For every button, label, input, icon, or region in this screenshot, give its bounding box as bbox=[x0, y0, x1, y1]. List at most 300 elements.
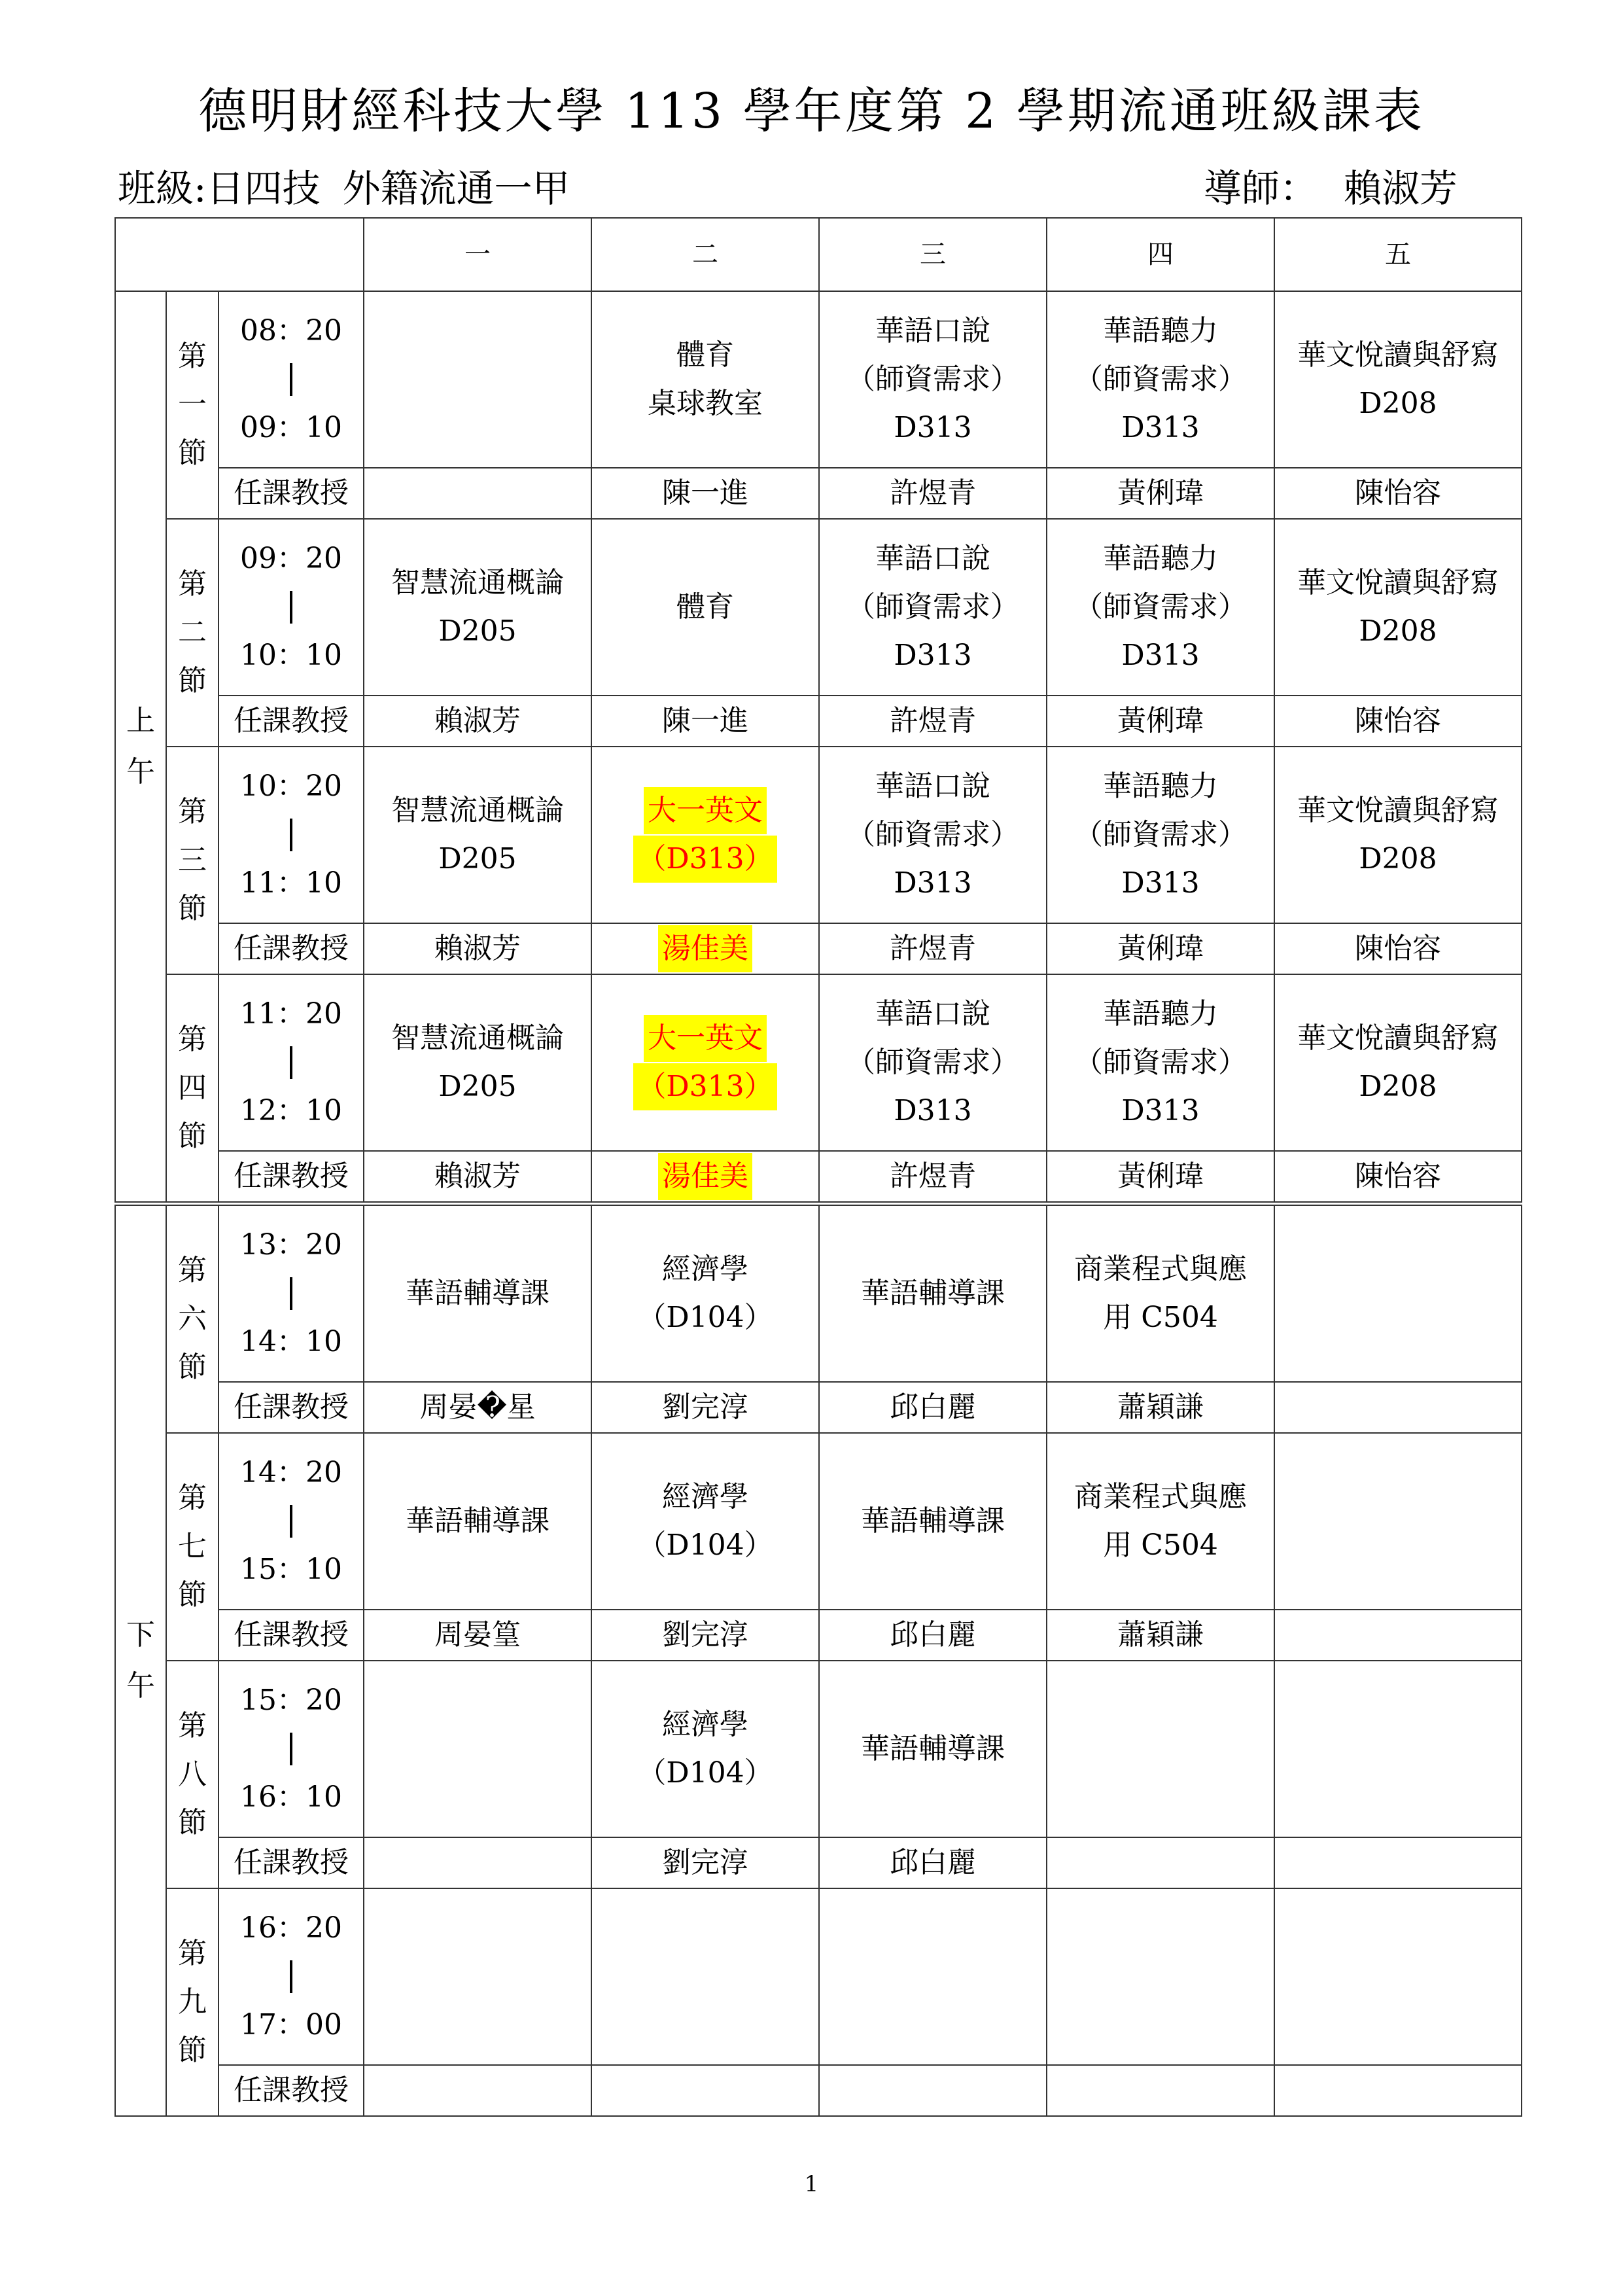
course-cell bbox=[1274, 747, 1522, 923]
course-line bbox=[1047, 535, 1274, 583]
course-text: 華文悅讀與舒寫 bbox=[1297, 794, 1499, 827]
teacher-row bbox=[115, 1837, 1522, 1888]
course-text: 商業程式與應 bbox=[1074, 1480, 1248, 1513]
teacher-cell bbox=[1047, 923, 1274, 974]
period-char: 三 bbox=[178, 843, 207, 877]
course-line bbox=[364, 1497, 591, 1545]
course-line bbox=[1047, 355, 1274, 404]
teacher-cell bbox=[364, 2065, 591, 2116]
period-char: 一 bbox=[178, 388, 207, 421]
teacher-name: 許煜青 bbox=[890, 1159, 977, 1193]
course-cell bbox=[819, 1204, 1047, 1383]
course-line bbox=[1047, 1245, 1274, 1294]
course-line bbox=[1047, 859, 1274, 908]
period-char: 第 bbox=[178, 1023, 207, 1056]
teacher-name: 周晏篁 bbox=[434, 1618, 521, 1651]
course-line bbox=[592, 786, 818, 835]
period-char: 節 bbox=[178, 436, 207, 470]
afternoon-label bbox=[115, 1204, 166, 2117]
course-text: 華語聽力 bbox=[1103, 997, 1219, 1031]
period-name bbox=[166, 291, 218, 519]
teacher-label: 任課教授 bbox=[218, 1151, 364, 1204]
course-line bbox=[1047, 990, 1274, 1038]
page-title: 德明財經科技大學 113 學年度第 2 學期流通班級課表 bbox=[198, 83, 1425, 139]
teacher-cell bbox=[819, 1837, 1047, 1888]
course-cell bbox=[364, 519, 591, 696]
advisor-label: 導師： bbox=[1204, 166, 1318, 211]
period-name bbox=[166, 974, 218, 1204]
teacher-row bbox=[115, 468, 1522, 519]
course-cell bbox=[1047, 291, 1274, 468]
course-line bbox=[820, 631, 1046, 680]
period-row bbox=[115, 519, 1522, 696]
course-cell bbox=[1274, 519, 1522, 696]
teacher-cell bbox=[1047, 1837, 1274, 1888]
teacher-name: 賴淑芳 bbox=[434, 1159, 521, 1193]
advisor-name: 賴淑芳 bbox=[1344, 166, 1458, 211]
period-char: 七 bbox=[178, 1530, 207, 1563]
day-header: 四 bbox=[1047, 218, 1274, 291]
teacher-name: 許煜青 bbox=[890, 704, 977, 737]
course-cell bbox=[819, 1888, 1047, 2065]
period-time bbox=[218, 1661, 364, 1837]
course-text: 桌球教室 bbox=[648, 387, 763, 420]
course-text: 華語聽力 bbox=[1103, 542, 1219, 575]
course-line bbox=[1275, 786, 1521, 835]
teacher-row bbox=[115, 1382, 1522, 1433]
course-line bbox=[1275, 1063, 1521, 1111]
period-char: 節 bbox=[178, 1351, 207, 1384]
teacher-cell bbox=[1047, 1610, 1274, 1661]
teacher-cell bbox=[819, 468, 1047, 519]
teacher-cell bbox=[1047, 1382, 1274, 1433]
day-header: 三 bbox=[819, 218, 1047, 291]
course-cell bbox=[819, 1433, 1047, 1610]
course-text: 用 C504 bbox=[1103, 1528, 1218, 1562]
course-cell bbox=[364, 1661, 591, 1837]
course-text: 華文悅讀與舒寫 bbox=[1297, 566, 1499, 599]
course-text: 體育 bbox=[676, 338, 735, 372]
course-line bbox=[1275, 331, 1521, 380]
course-cell bbox=[1047, 519, 1274, 696]
course-line bbox=[820, 762, 1046, 811]
course-text: 經濟學 bbox=[662, 1708, 749, 1741]
course-text: 智慧流通概論 bbox=[391, 566, 565, 599]
class-label: 班級:日四技 bbox=[118, 166, 321, 211]
course-line bbox=[1047, 1521, 1274, 1570]
period-char: 第 bbox=[178, 1254, 207, 1287]
course-line bbox=[1047, 1087, 1274, 1135]
teacher-cell bbox=[364, 468, 591, 519]
period-name bbox=[166, 1888, 218, 2116]
class-info bbox=[118, 162, 570, 215]
course-line bbox=[364, 835, 591, 883]
period-row bbox=[115, 974, 1522, 1151]
teacher-label: 任課教授 bbox=[218, 1610, 364, 1661]
course-line bbox=[1047, 307, 1274, 355]
teacher-cell bbox=[364, 1837, 591, 1888]
teacher-cell bbox=[591, 1837, 819, 1888]
course-line bbox=[1275, 1014, 1521, 1063]
time-divider bbox=[290, 1505, 292, 1538]
teacher-cell bbox=[1274, 923, 1522, 974]
course-line bbox=[820, 1038, 1046, 1087]
teacher-cell bbox=[1047, 1151, 1274, 1204]
course-text: D313 bbox=[1121, 1094, 1200, 1127]
course-text: D313 bbox=[1121, 411, 1200, 444]
period-row bbox=[115, 1433, 1522, 1610]
period-char: 節 bbox=[178, 1120, 207, 1153]
period-char: 第 bbox=[178, 567, 207, 601]
teacher-cell bbox=[819, 923, 1047, 974]
course-text: 華語輔導課 bbox=[861, 1504, 1005, 1538]
period-char: 第 bbox=[178, 1481, 207, 1515]
course-line bbox=[364, 1014, 591, 1063]
teacher-row bbox=[115, 923, 1522, 974]
course-cell bbox=[364, 1204, 591, 1383]
course-line bbox=[364, 607, 591, 656]
course-cell bbox=[364, 747, 591, 923]
half-char: 午 bbox=[126, 755, 155, 788]
period-char: 八 bbox=[178, 1757, 207, 1791]
course-line bbox=[820, 355, 1046, 404]
course-line bbox=[820, 404, 1046, 452]
start-time: 15：20 bbox=[240, 1684, 342, 1717]
course-cell bbox=[364, 1888, 591, 2065]
period-time bbox=[218, 974, 364, 1151]
course-line bbox=[820, 1087, 1046, 1135]
course-text: （師資需求） bbox=[846, 1046, 1020, 1079]
teacher-name: 邱白麗 bbox=[890, 1846, 977, 1879]
course-cell bbox=[591, 974, 819, 1151]
header-row bbox=[115, 218, 1522, 291]
teacher-name: 蕭穎謙 bbox=[1117, 1390, 1204, 1424]
course-line bbox=[1047, 1294, 1274, 1342]
morning-label bbox=[115, 291, 166, 1204]
period-row bbox=[115, 1661, 1522, 1837]
course-text: 智慧流通概論 bbox=[391, 794, 565, 827]
teacher-cell bbox=[1274, 2065, 1522, 2116]
time-divider bbox=[290, 591, 292, 624]
teacher-cell bbox=[819, 1151, 1047, 1204]
time-divider bbox=[290, 819, 292, 851]
highlighted-course-text: （D313） bbox=[633, 836, 777, 883]
teacher-name: 蕭穎謙 bbox=[1117, 1618, 1204, 1651]
teacher-cell bbox=[591, 468, 819, 519]
course-cell bbox=[364, 1433, 591, 1610]
teacher-name: 劉完淳 bbox=[662, 1846, 749, 1879]
teacher-name: 邱白麗 bbox=[890, 1390, 977, 1424]
course-line bbox=[820, 1725, 1046, 1773]
course-cell bbox=[819, 974, 1047, 1151]
period-char: 第 bbox=[178, 795, 207, 828]
start-time: 11：20 bbox=[240, 997, 342, 1031]
start-time: 16：20 bbox=[240, 1911, 342, 1945]
course-line bbox=[592, 1749, 818, 1797]
teacher-name: 陳一進 bbox=[662, 704, 749, 737]
highlighted-teacher-name: 湯佳美 bbox=[658, 1153, 752, 1200]
period-char: 節 bbox=[178, 892, 207, 925]
course-line bbox=[592, 331, 818, 380]
teacher-cell bbox=[364, 1382, 591, 1433]
end-time: 14：10 bbox=[240, 1325, 342, 1358]
teacher-name: 許煜青 bbox=[890, 476, 977, 510]
course-text: D313 bbox=[894, 639, 972, 672]
teacher-cell bbox=[1047, 2065, 1274, 2116]
course-line bbox=[820, 811, 1046, 859]
course-line bbox=[592, 1521, 818, 1570]
half-char: 下 bbox=[126, 1618, 155, 1651]
period-char: 節 bbox=[178, 2034, 207, 2067]
half-char: 午 bbox=[126, 1669, 155, 1703]
teacher-label: 任課教授 bbox=[218, 1837, 364, 1888]
course-cell bbox=[364, 291, 591, 468]
period-char: 九 bbox=[178, 1985, 207, 2019]
course-cell bbox=[819, 1661, 1047, 1837]
course-cell bbox=[1274, 1433, 1522, 1610]
teacher-cell bbox=[364, 1610, 591, 1661]
teacher-label: 任課教授 bbox=[218, 2065, 364, 2116]
course-cell bbox=[1274, 974, 1522, 1151]
time-divider bbox=[290, 363, 292, 396]
teacher-cell bbox=[364, 696, 591, 747]
time-divider bbox=[290, 1733, 292, 1765]
end-time: 15：10 bbox=[240, 1553, 342, 1586]
teacher-name: 賴淑芳 bbox=[434, 704, 521, 737]
teacher-cell bbox=[591, 1610, 819, 1661]
course-text: （師資需求） bbox=[1074, 590, 1248, 624]
teacher-cell bbox=[819, 1382, 1047, 1433]
course-text: 華文悅讀與舒寫 bbox=[1297, 1021, 1499, 1055]
teacher-cell bbox=[819, 696, 1047, 747]
period-time bbox=[218, 519, 364, 696]
course-text: 華語輔導課 bbox=[861, 1732, 1005, 1765]
period-time bbox=[218, 747, 364, 923]
course-text: 華文悅讀與舒寫 bbox=[1297, 338, 1499, 372]
course-cell bbox=[591, 519, 819, 696]
course-cell bbox=[1274, 291, 1522, 468]
course-text: 華語輔導課 bbox=[406, 1504, 550, 1538]
period-name bbox=[166, 747, 218, 974]
time-divider bbox=[290, 1277, 292, 1310]
course-cell bbox=[819, 291, 1047, 468]
teacher-cell bbox=[591, 1382, 819, 1433]
course-cell bbox=[591, 747, 819, 923]
course-cell bbox=[819, 519, 1047, 696]
course-line bbox=[1275, 607, 1521, 656]
course-text: D208 bbox=[1359, 387, 1437, 420]
highlighted-course-text: 大一英文 bbox=[644, 787, 767, 834]
day-header: 一 bbox=[364, 218, 591, 291]
course-cell bbox=[819, 747, 1047, 923]
course-cell bbox=[364, 974, 591, 1151]
teacher-row bbox=[115, 1151, 1522, 1204]
course-text: （師資需求） bbox=[846, 362, 1020, 396]
highlighted-course-text: （D313） bbox=[633, 1063, 777, 1110]
course-text: 經濟學 bbox=[662, 1480, 749, 1513]
day-header: 二 bbox=[591, 218, 819, 291]
start-time: 13：20 bbox=[240, 1228, 342, 1262]
course-line bbox=[1047, 631, 1274, 680]
course-cell bbox=[1274, 1661, 1522, 1837]
highlighted-teacher-name: 湯佳美 bbox=[658, 925, 752, 972]
start-time: 09：20 bbox=[240, 542, 342, 575]
teacher-cell bbox=[819, 2065, 1047, 2116]
course-text: （D104） bbox=[637, 1528, 773, 1562]
period-name bbox=[166, 519, 218, 747]
course-line bbox=[820, 583, 1046, 631]
course-text: D208 bbox=[1359, 614, 1437, 648]
course-text: 華語聽力 bbox=[1103, 769, 1219, 803]
teacher-cell bbox=[1047, 468, 1274, 519]
teacher-name: 陳怡容 bbox=[1355, 476, 1442, 510]
teacher-row bbox=[115, 696, 1522, 747]
course-cell bbox=[1274, 1888, 1522, 2065]
period-time bbox=[218, 1204, 364, 1383]
course-line bbox=[820, 1269, 1046, 1318]
course-line bbox=[592, 380, 818, 428]
course-line bbox=[1047, 1473, 1274, 1521]
teacher-name: 黃俐瑋 bbox=[1117, 704, 1204, 737]
class-name: 外籍流通一甲 bbox=[342, 166, 570, 211]
teacher-row bbox=[115, 2065, 1522, 2116]
page-number: 1 bbox=[804, 2171, 819, 2197]
period-row bbox=[115, 1204, 1522, 1383]
course-cell bbox=[591, 291, 819, 468]
period-row bbox=[115, 747, 1522, 923]
course-cell bbox=[591, 1433, 819, 1610]
course-text: 華語口說 bbox=[875, 314, 991, 347]
course-cell bbox=[1047, 974, 1274, 1151]
course-cell bbox=[1047, 1204, 1274, 1383]
period-char: 第 bbox=[178, 1937, 207, 1970]
course-line bbox=[1275, 380, 1521, 428]
teacher-cell bbox=[1274, 468, 1522, 519]
course-text: 用 C504 bbox=[1103, 1301, 1218, 1334]
course-cell bbox=[1047, 747, 1274, 923]
teacher-cell bbox=[591, 923, 819, 974]
teacher-name: 陳怡容 bbox=[1355, 704, 1442, 737]
period-char: 節 bbox=[178, 664, 207, 698]
teacher-name: 黃俐瑋 bbox=[1117, 1159, 1204, 1193]
teacher-cell bbox=[819, 1610, 1047, 1661]
course-line bbox=[820, 990, 1046, 1038]
teacher-label: 任課教授 bbox=[218, 923, 364, 974]
teacher-name: 劉完淳 bbox=[662, 1390, 749, 1424]
course-line bbox=[364, 1269, 591, 1318]
course-line bbox=[1047, 404, 1274, 452]
period-name bbox=[166, 1433, 218, 1661]
course-text: （師資需求） bbox=[846, 818, 1020, 851]
teacher-cell bbox=[364, 923, 591, 974]
time-divider bbox=[290, 1960, 292, 1993]
end-time: 09：10 bbox=[240, 411, 342, 444]
teacher-label: 任課教授 bbox=[218, 1382, 364, 1433]
teacher-name: 黃俐瑋 bbox=[1117, 932, 1204, 965]
schedule-table bbox=[114, 217, 1522, 2117]
end-time: 16：10 bbox=[240, 1780, 342, 1814]
half-char: 上 bbox=[126, 704, 155, 737]
teacher-name: 陳怡容 bbox=[1355, 1159, 1442, 1193]
teacher-name: 陳怡容 bbox=[1355, 932, 1442, 965]
course-text: D313 bbox=[894, 411, 972, 444]
course-line bbox=[820, 1497, 1046, 1545]
course-text: （D104） bbox=[637, 1301, 773, 1334]
period-char: 二 bbox=[178, 616, 207, 649]
course-cell bbox=[591, 1204, 819, 1383]
course-cell bbox=[1047, 1433, 1274, 1610]
period-time bbox=[218, 291, 364, 468]
course-line bbox=[820, 859, 1046, 908]
end-time: 12：10 bbox=[240, 1094, 342, 1127]
period-char: 六 bbox=[178, 1302, 207, 1335]
course-line bbox=[1047, 583, 1274, 631]
course-text: 華語輔導課 bbox=[861, 1277, 1005, 1310]
course-text: 體育 bbox=[676, 590, 735, 624]
course-line bbox=[1047, 1038, 1274, 1087]
course-text: 華語口說 bbox=[875, 769, 991, 803]
course-text: D313 bbox=[1121, 866, 1200, 900]
course-text: 華語輔導課 bbox=[406, 1277, 550, 1310]
advisor-info bbox=[1204, 162, 1457, 215]
course-cell bbox=[1047, 1888, 1274, 2065]
course-line bbox=[364, 786, 591, 835]
course-text: D313 bbox=[894, 1094, 972, 1127]
start-time: 14：20 bbox=[240, 1456, 342, 1489]
course-text: 智慧流通概論 bbox=[391, 1021, 565, 1055]
course-cell bbox=[591, 1888, 819, 2065]
teacher-row bbox=[115, 1610, 1522, 1661]
teacher-cell bbox=[1274, 1382, 1522, 1433]
course-line bbox=[592, 1245, 818, 1294]
teacher-cell bbox=[1274, 1837, 1522, 1888]
course-line bbox=[592, 1473, 818, 1521]
course-cell bbox=[591, 1661, 819, 1837]
teacher-cell bbox=[591, 696, 819, 747]
course-line bbox=[592, 1014, 818, 1063]
course-text: 華語聽力 bbox=[1103, 314, 1219, 347]
course-line bbox=[364, 1063, 591, 1111]
course-line bbox=[1275, 559, 1521, 607]
period-char: 節 bbox=[178, 1578, 207, 1612]
course-text: D208 bbox=[1359, 842, 1437, 875]
course-line bbox=[1275, 835, 1521, 883]
course-text: 商業程式與應 bbox=[1074, 1252, 1248, 1286]
teacher-cell bbox=[1274, 1151, 1522, 1204]
period-name bbox=[166, 1661, 218, 1888]
course-text: （師資需求） bbox=[846, 590, 1020, 624]
teacher-cell bbox=[591, 2065, 819, 2116]
teacher-cell bbox=[364, 1151, 591, 1204]
teacher-name: 黃俐瑋 bbox=[1117, 476, 1204, 510]
teacher-name: 賴淑芳 bbox=[434, 932, 521, 965]
course-line bbox=[820, 307, 1046, 355]
course-text: D313 bbox=[894, 866, 972, 900]
teacher-cell bbox=[591, 1151, 819, 1204]
course-line bbox=[1047, 811, 1274, 859]
start-time: 10：20 bbox=[240, 769, 342, 803]
period-char: 四 bbox=[178, 1071, 207, 1104]
course-text: D205 bbox=[438, 1070, 517, 1103]
course-line bbox=[592, 583, 818, 631]
course-line bbox=[364, 559, 591, 607]
period-char: 第 bbox=[178, 340, 207, 373]
course-text: D205 bbox=[438, 614, 517, 648]
period-name bbox=[166, 1204, 218, 1434]
period-row bbox=[115, 1888, 1522, 2065]
teacher-label: 任課教授 bbox=[218, 696, 364, 747]
teacher-name: 周晏�星 bbox=[419, 1390, 536, 1424]
